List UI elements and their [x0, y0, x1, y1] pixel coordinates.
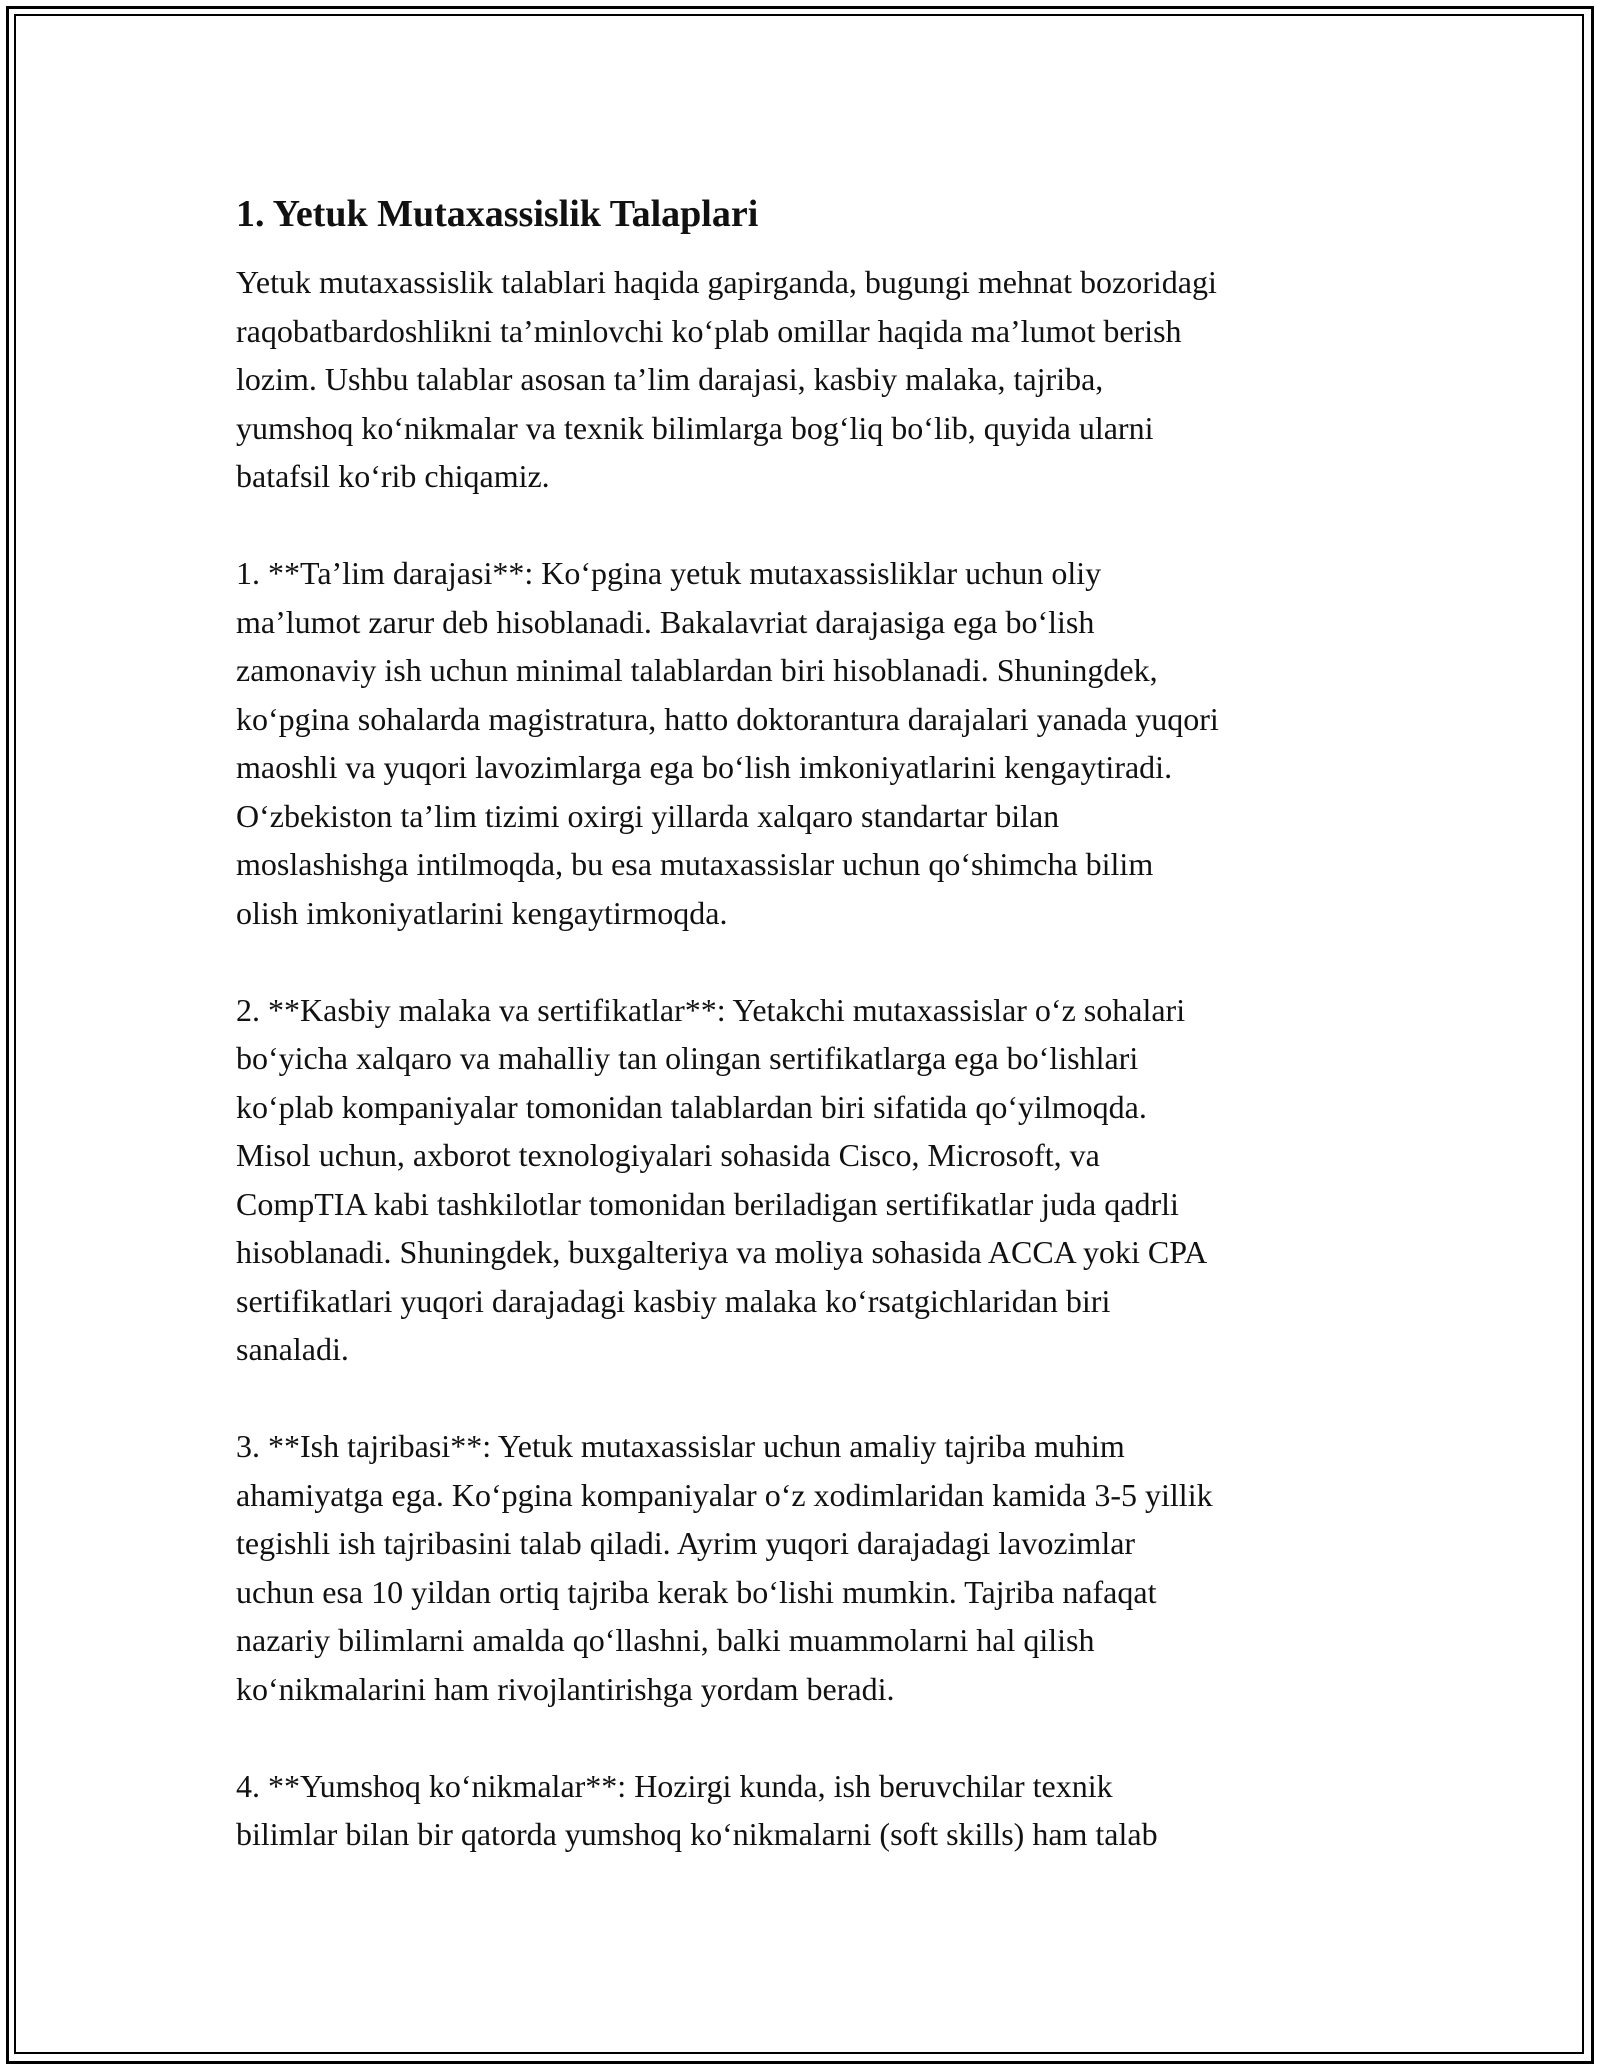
text-line: tegishli ish tajribasini talab qiladi. Ayrim yuqori darajadagi lavozimlar [236, 1525, 1136, 1561]
text-line: hisoblanadi. Shuningdek, buxgalteriya va moliya sohasida ACCA yoki CPA [236, 1234, 1208, 1270]
paragraph [236, 258, 1376, 501]
text-line: zamonaviy ish uchun minimal talablardan biri hisoblanadi. Shuningdek, [236, 652, 1158, 688]
text-line: nazariy bilimlarni amalda qo‘llashni, balki muammolarni hal qilish [236, 1622, 1095, 1658]
text-line: CompTIA kabi tashkilotlar tomonidan beriladigan sertifikatlar juda qadrli [236, 1185, 1179, 1222]
text-line: sertifikatlari yuqori darajadagi kasbiy malaka ko‘rsatgichlaridan biri [236, 1282, 1111, 1319]
document-page [236, 186, 1376, 1907]
text-line: ko‘pgina sohalarda magistratura, hatto doktorantura darajalari yanada yuqori [236, 700, 1219, 737]
text-line: Misol uchun, axborot texnologiyalari sohasida Cisco, Microsoft, va [236, 1137, 1100, 1173]
paragraph [236, 1762, 1376, 1859]
text-line: yumshoq ko‘nikmalar va texnik bilimlarga bog‘liq bo‘lib, quyida ularni [236, 409, 1154, 446]
paragraph [236, 986, 1376, 1374]
paragraph [236, 1422, 1376, 1713]
text-line: uchun esa 10 yildan ortiq tajriba kerak bo‘lishi mumkin. Tajriba nafaqat [236, 1573, 1157, 1610]
text-line: lozim. Ushbu talablar asosan ta’lim darajasi, kasbiy malaka, tajriba, [236, 361, 1104, 397]
text-line: 1. **Ta’lim darajasi**: Ko‘pgina yetuk mutaxassisliklar uchun oliy [236, 555, 1102, 591]
text-line: 3. **Ish tajribasi**: Yetuk mutaxassislar uchun amaliy tajriba muhim [236, 1428, 1125, 1464]
text-line: ma’lumot zarur deb hisoblanadi. Bakalavriat darajasiga ega bo‘lish [236, 603, 1095, 640]
text-line: sanaladi. [236, 1331, 349, 1367]
text-line: 4. **Yumshoq ko‘nikmalar**: Hozirgi kunda, ish beruvchilar texnik [236, 1767, 1113, 1804]
text-line: maoshli va yuqori lavozimlarga ega bo‘lish imkoniyatlarini kengaytiradi. [236, 749, 1173, 785]
text-line: olish imkoniyatlarini kengaytirmoqda. [236, 894, 728, 931]
text-line: bilimlar bilan bir qatorda yumshoq ko‘nikmalarni (soft skills) ham talab [236, 1816, 1158, 1852]
document-heading: 1. Yetuk Mutaxassislik Talaplari [236, 193, 759, 235]
text-line: ko‘nikmalarini ham rivojlantirishga yordam beradi. [236, 1670, 895, 1707]
text-line: moslashishga intilmoqda, bu esa mutaxassislar uchun qo‘shimcha bilim [236, 846, 1154, 882]
text-line: ahamiyatga ega. Ko‘pgina kompaniyalar o‘z xodimlaridan kamida 3-5 yillik [236, 1476, 1213, 1513]
text-line: bo‘yicha xalqaro va mahalliy tan olingan sertifikatlarga ega bo‘lishlari [236, 1040, 1139, 1076]
text-line: 2. **Kasbiy malaka va sertifikatlar**: Yetakchi mutaxassislar o‘z sohalari [236, 991, 1186, 1028]
text-line: raqobatbardoshlikni ta’minlovchi ko‘plab omillar haqida ma’lumot berish [236, 312, 1182, 349]
document-body [236, 258, 1376, 1859]
text-line: Yetuk mutaxassislik talablari haqida gapirganda, bugungi mehnat bozoridagi [236, 264, 1217, 300]
text-line: O‘zbekiston ta’lim tizimi oxirgi yillarda xalqaro standartar bilan [236, 797, 1060, 834]
paragraph [236, 549, 1376, 937]
text-line: ko‘plab kompaniyalar tomonidan talablardan biri sifatida qo‘yilmoqda. [236, 1088, 1147, 1125]
text-line: batafsil ko‘rib chiqamiz. [236, 458, 550, 494]
